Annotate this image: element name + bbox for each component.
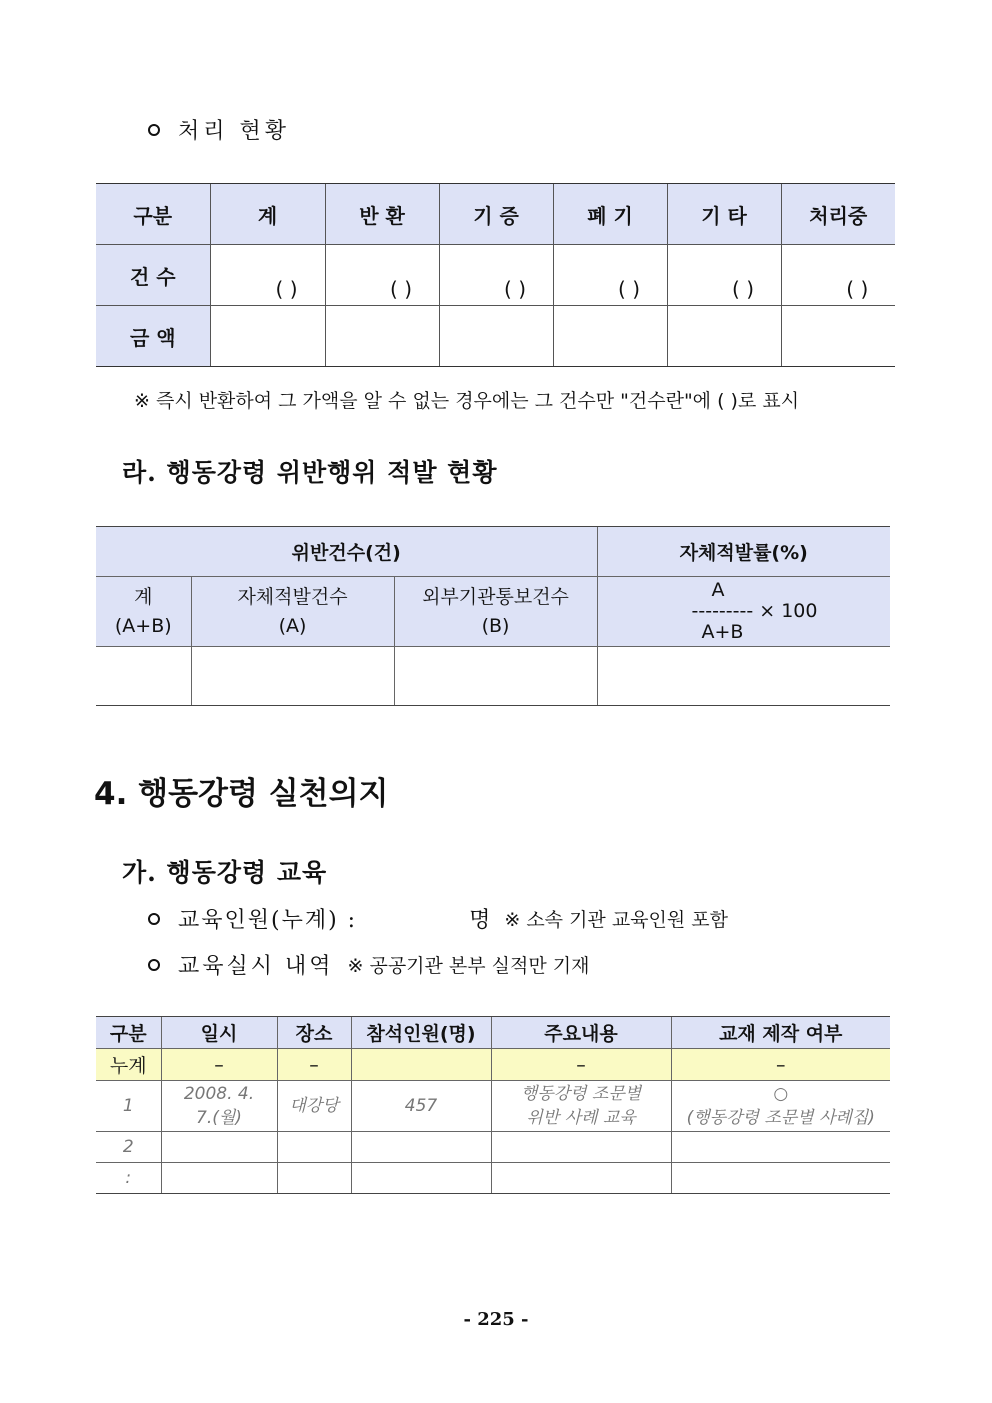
total-row [96,1049,890,1081]
content-cell: 행동강령 조문별 위반 사례 교육 [491,1081,671,1132]
status-bullet [148,114,290,145]
violation-subheader-row [96,577,890,647]
row-number: : [96,1163,161,1194]
date-cell: 2008. 4. 7.(월) [161,1081,277,1132]
place-cell: 대강당 [277,1081,351,1132]
bullet-circle-icon [148,124,160,136]
empty-cell [671,1163,890,1194]
header-cell: 일시 [161,1017,277,1049]
empty-cell [491,1163,671,1194]
page-number: - 225 - [463,1309,529,1330]
education-count-bullet [148,903,728,934]
bullet-circle-icon [148,959,160,971]
empty-cell [277,1163,351,1194]
total-cell: – [277,1049,351,1081]
table-row [96,1081,890,1132]
header-cell: 계 [210,184,325,245]
total-column-header: 계 (A+B) [96,577,191,647]
external-report-column-header: 외부기관통보건수 (B) [394,577,597,647]
bullet-circle-icon [148,913,160,925]
header-cell: 반 환 [325,184,439,245]
amount-cell [439,306,553,367]
violation-table [96,526,890,706]
count-cell: ( ) [667,245,781,306]
empty-cell [394,647,597,706]
count-cell: ( ) [781,245,895,306]
empty-cell [351,1163,491,1194]
row-label: 금 액 [96,306,210,367]
empty-cell [191,647,394,706]
amount-cell [667,306,781,367]
status-table [96,183,895,367]
education-count-unit: 명 [469,908,491,933]
header-cell: 교재 제작 여부 [671,1017,890,1049]
education-count-note: ※ 소속 기관 교육인원 포함 [504,909,728,931]
total-cell: – [671,1049,890,1081]
header-cell: 기 타 [667,184,781,245]
table-row [96,245,895,306]
table-row [96,647,890,706]
total-cell: – [491,1049,671,1081]
section4-subheading: 가. 행동강령 교육 [122,858,328,887]
table-row [96,1163,890,1194]
rate-formula [597,577,890,647]
education-detail-label: 교육실시 내역 [178,954,334,979]
section4-heading: 4. 행동강령 실천의지 [94,776,389,812]
row-number: 1 [96,1081,161,1132]
amount-cell [553,306,667,367]
status-bullet-text: 처리 현황 [178,119,291,144]
table-row [96,1132,890,1163]
education-detail-note: ※ 공공기관 본부 실적만 기재 [347,955,590,977]
status-table-header [96,184,895,245]
row-number: 2 [96,1132,161,1163]
count-cell: ( ) [553,245,667,306]
header-cell: 구분 [96,1017,161,1049]
header-cell: 기 증 [439,184,553,245]
empty-cell [277,1132,351,1163]
header-cell: 처리중 [781,184,895,245]
row-label: 건 수 [96,245,210,306]
attendees-cell: 457 [351,1081,491,1132]
count-cell: ( ) [439,245,553,306]
violation-count-header: 위반건수(건) [96,527,597,577]
header-cell: 구분 [96,184,210,245]
amount-cell [325,306,439,367]
total-cell: – [161,1049,277,1081]
status-note: ※ 즉시 반환하여 그 가액을 알 수 없는 경우에는 그 건수만 "건수란"에 ( )로 표시 [134,390,800,412]
empty-cell [671,1132,890,1163]
material-cell: ○ (행동강령 조문별 사례집) [671,1081,890,1132]
empty-cell [351,1132,491,1163]
education-count-label: 교육인원(누계) : [178,908,358,933]
table-row [96,306,895,367]
amount-cell [210,306,325,367]
formula-bar: --------- × 100 [691,600,818,622]
header-cell: 주요내용 [491,1017,671,1049]
education-detail-bullet [148,949,590,980]
total-cell [351,1049,491,1081]
count-cell: ( ) [325,245,439,306]
section-ra-heading: 라. 행동강령 위반행위 적발 현황 [122,458,498,487]
empty-cell [597,647,890,706]
formula-denominator: A+B [701,621,744,643]
empty-cell [161,1163,277,1194]
self-detection-rate-header: 자체적발률(%) [597,527,890,577]
empty-cell [491,1132,671,1163]
amount-cell [781,306,895,367]
header-cell: 장소 [277,1017,351,1049]
education-header-row [96,1017,890,1049]
empty-cell [161,1132,277,1163]
violation-header-row [96,527,890,577]
header-cell: 참석인원(명) [351,1017,491,1049]
header-cell: 폐 기 [553,184,667,245]
count-cell: ( ) [210,245,325,306]
education-table [96,1016,890,1194]
formula-numerator: A [711,579,725,601]
empty-cell [96,647,191,706]
self-detected-column-header: 자체적발건수 (A) [191,577,394,647]
total-label: 누계 [96,1049,161,1081]
